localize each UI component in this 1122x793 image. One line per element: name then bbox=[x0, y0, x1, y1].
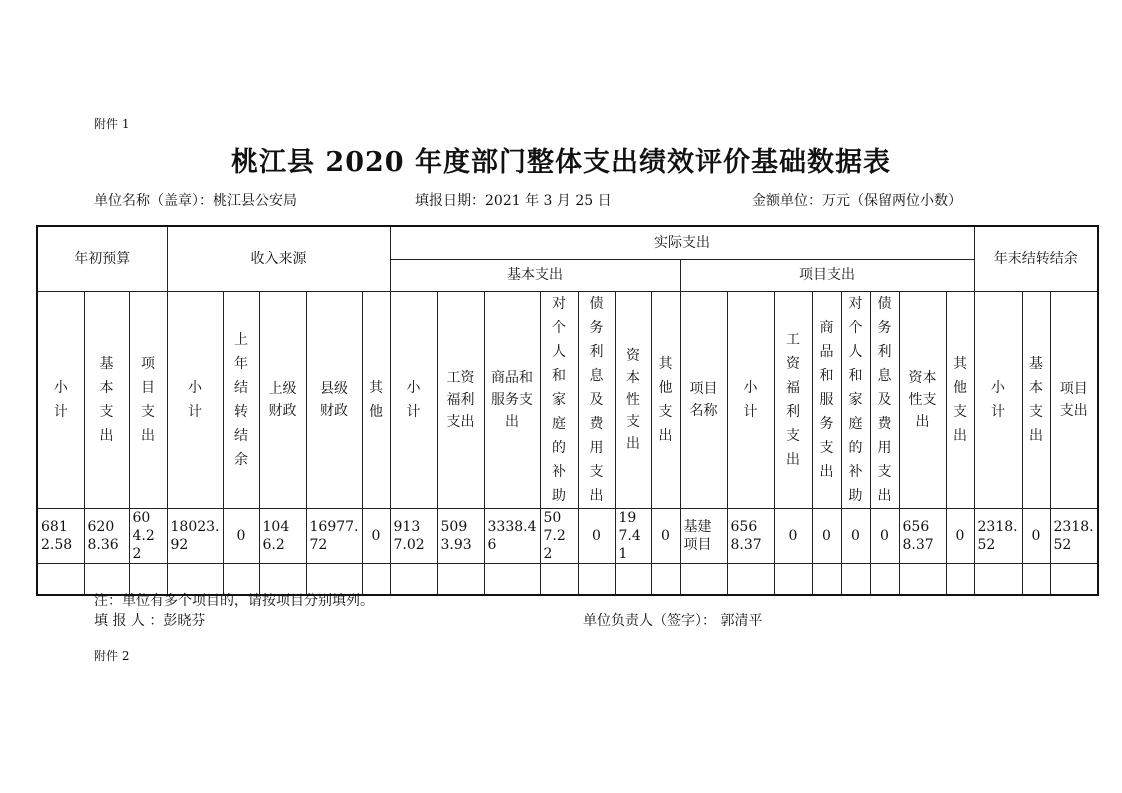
fill-date: 填报日期：2021 年 3 月 25 日 bbox=[415, 193, 612, 209]
col-header bbox=[774, 291, 812, 508]
attachment-label-1: 附件 1 bbox=[94, 117, 130, 131]
col-header bbox=[578, 291, 615, 508]
col-header bbox=[651, 291, 680, 508]
col-header-text: 工资福利支出 bbox=[446, 369, 475, 430]
table-cell: 2318.52 bbox=[974, 508, 1022, 564]
col-header-text: 商品和服务支出 bbox=[491, 369, 533, 430]
col-header-text: 小计 bbox=[53, 379, 68, 420]
table-cell: 6812.58 bbox=[37, 508, 84, 564]
unit-leader: 单位负责人（签字）： 郭清平 bbox=[583, 613, 763, 629]
col-header bbox=[390, 291, 437, 508]
col-header bbox=[129, 291, 167, 508]
table-cell: 0 bbox=[578, 508, 615, 564]
col-header bbox=[974, 291, 1022, 508]
col-header bbox=[1050, 291, 1098, 508]
header-yearend: 年末结转结余 bbox=[974, 226, 1098, 291]
table-cell: 507.22 bbox=[540, 508, 578, 564]
col-header bbox=[946, 291, 974, 508]
col-header-text: 工资福利支出 bbox=[786, 331, 800, 468]
col-header-text: 项目支出 bbox=[1059, 380, 1088, 419]
header-basic: 基本支出 bbox=[390, 259, 680, 291]
table-cell: 18023.92 bbox=[167, 508, 223, 564]
table-cell: 6568.37 bbox=[899, 508, 946, 564]
attachment-label-2: 附件 2 bbox=[94, 649, 130, 663]
col-header-text: 资本性支出 bbox=[626, 347, 640, 452]
table-cell: 0 bbox=[362, 508, 390, 564]
table-cell: 基建项目 bbox=[680, 508, 727, 564]
col-header-text: 对个人和家庭的补助 bbox=[552, 295, 566, 504]
table-cell: 604.22 bbox=[129, 508, 167, 564]
filler: 填 报 人 ：彭晓芬 bbox=[94, 613, 206, 629]
col-header bbox=[167, 291, 223, 508]
table-cell: 16977.72 bbox=[306, 508, 362, 564]
col-header bbox=[1022, 291, 1050, 508]
data-table bbox=[36, 225, 1099, 596]
col-header bbox=[259, 291, 306, 508]
table-cell: 6568.37 bbox=[727, 508, 774, 564]
col-header-text: 资本性支出 bbox=[908, 369, 937, 430]
table-cell: 0 bbox=[651, 508, 680, 564]
col-header-text: 项目支出 bbox=[141, 355, 155, 444]
col-header bbox=[680, 291, 727, 508]
table-cell: 0 bbox=[812, 508, 841, 564]
col-header bbox=[615, 291, 651, 508]
col-header-text: 基本支出 bbox=[1029, 355, 1043, 444]
col-header-text: 债务利息及费用支出 bbox=[877, 295, 892, 504]
col-header bbox=[841, 291, 870, 508]
col-header bbox=[362, 291, 390, 508]
col-header-text: 基本支出 bbox=[99, 355, 114, 444]
col-header bbox=[37, 291, 84, 508]
col-header bbox=[306, 291, 362, 508]
col-header bbox=[870, 291, 899, 508]
col-header-text: 其他支出 bbox=[953, 355, 967, 444]
header-project: 项目支出 bbox=[680, 259, 974, 291]
col-header bbox=[437, 291, 484, 508]
col-header-text: 小计 bbox=[188, 379, 202, 420]
col-header-text: 上级财政 bbox=[268, 380, 297, 419]
table-cell: 2318.52 bbox=[1050, 508, 1098, 564]
col-header bbox=[484, 291, 540, 508]
col-header-text: 小计 bbox=[991, 379, 1005, 420]
col-header-text: 上年结转结余 bbox=[234, 331, 248, 468]
col-header bbox=[540, 291, 578, 508]
table-cell: 3338.46 bbox=[484, 508, 540, 564]
col-header-text: 小计 bbox=[406, 379, 421, 420]
col-header-text: 项目名称 bbox=[689, 380, 718, 419]
table-cell: 0 bbox=[1022, 508, 1050, 564]
col-header-text: 商品和服务支出 bbox=[819, 319, 834, 480]
table-cell: 197.41 bbox=[615, 508, 651, 564]
col-header bbox=[727, 291, 774, 508]
table-cell: 6208.36 bbox=[84, 508, 129, 564]
col-header-text: 债务利息及费用支出 bbox=[589, 295, 604, 504]
col-header bbox=[812, 291, 841, 508]
col-header-text: 对个人和家庭的补助 bbox=[848, 295, 863, 504]
table-cell: 9137.02 bbox=[390, 508, 437, 564]
table-cell: 1046.2 bbox=[259, 508, 306, 564]
amount-unit: 金额单位：万元（保留两位小数） bbox=[752, 193, 962, 209]
table-cell: 0 bbox=[946, 508, 974, 564]
table-cell: 0 bbox=[870, 508, 899, 564]
col-header bbox=[223, 291, 259, 508]
table-cell: 5093.93 bbox=[437, 508, 484, 564]
page-title: 桃江县 2020 年度部门整体支出绩效评价基础数据表 bbox=[231, 147, 891, 178]
table-cell: 0 bbox=[223, 508, 259, 564]
unit-name: 单位名称（盖章）：桃江县公安局 bbox=[94, 193, 297, 209]
header-budget: 年初预算 bbox=[37, 226, 167, 291]
col-header-text: 其他 bbox=[369, 379, 383, 420]
col-header-text: 小计 bbox=[743, 379, 758, 420]
col-header-text: 其他支出 bbox=[658, 355, 673, 444]
header-income: 收入来源 bbox=[167, 226, 390, 291]
note: 注：单位有多个项目的，请按项目分别填列。 bbox=[94, 593, 374, 609]
col-header bbox=[84, 291, 129, 508]
table-cell: 0 bbox=[774, 508, 812, 564]
table-cell: 0 bbox=[841, 508, 870, 564]
col-header-text: 县级财政 bbox=[320, 380, 348, 419]
col-header bbox=[899, 291, 946, 508]
header-actual: 实际支出 bbox=[390, 226, 974, 259]
